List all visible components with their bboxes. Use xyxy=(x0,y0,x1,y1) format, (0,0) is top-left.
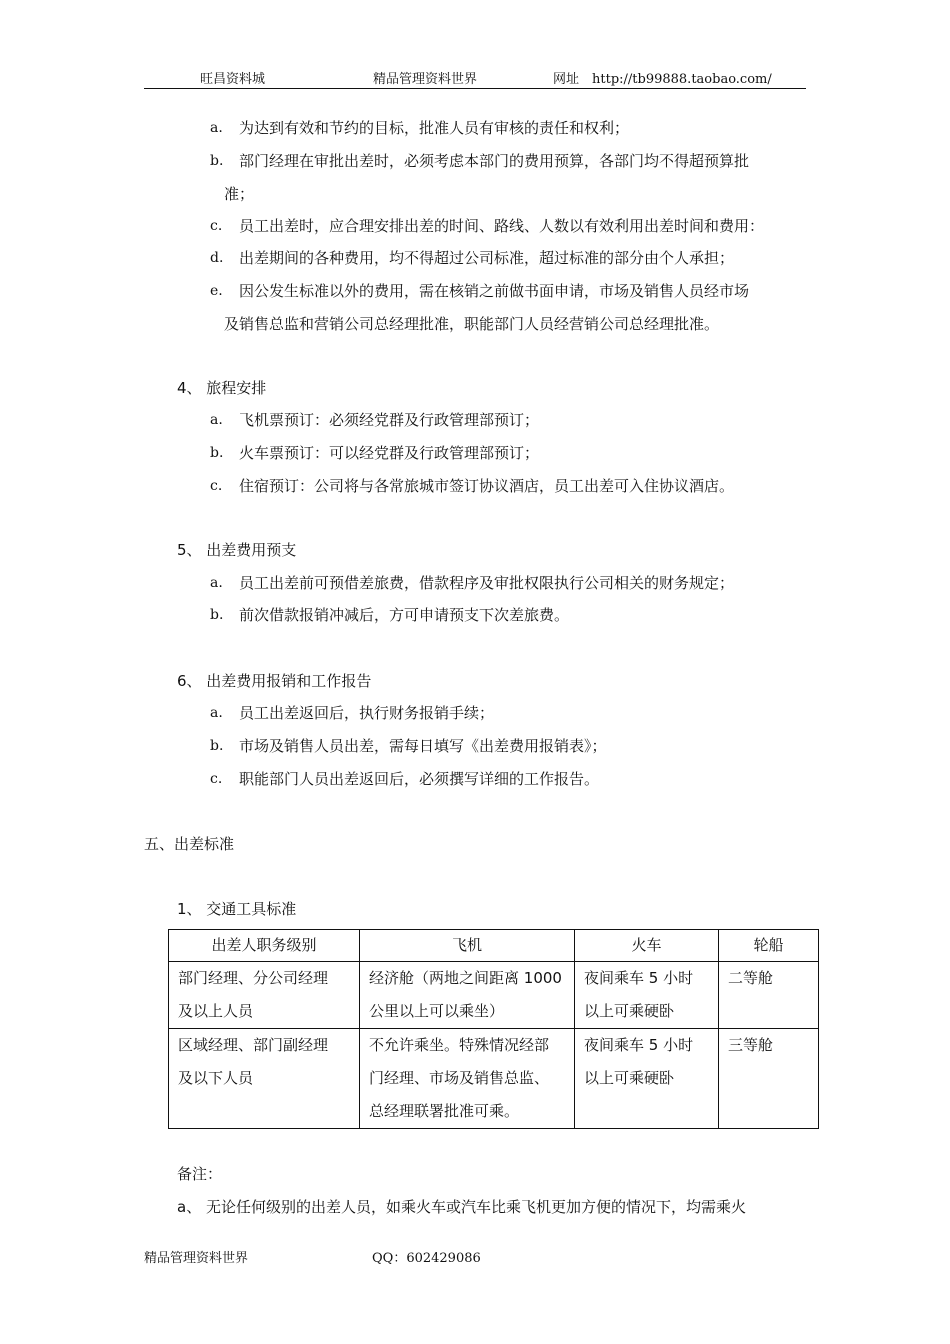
section-heading: 4、 旅程安排 xyxy=(177,379,267,397)
footer-left: 精品管理资料世界 xyxy=(144,1251,249,1266)
header-url[interactable]: 网址 http://tb99888.taobao.com/ xyxy=(553,72,772,87)
column-header: 飞机 xyxy=(360,930,575,962)
list-item: 部门经理在审批出差时，必须考虑本部门的费用预算，各部门均不得超预算批 xyxy=(239,152,750,170)
item-marker: a. xyxy=(210,120,223,136)
list-item: 火车票预订：可以经党群及行政管理部预订； xyxy=(239,444,540,462)
item-marker: c. xyxy=(210,771,223,787)
table-cell xyxy=(719,962,819,1029)
list-item: 因公发生标准以外的费用，需在核销之前做书面申请，市场及销售人员经市场 xyxy=(239,282,750,300)
list-item: 出差期间的各种费用，均不得超过公司标准，超过标准的部分由个人承担； xyxy=(239,249,735,267)
remarks-heading: 备注： xyxy=(177,1165,223,1183)
cell-line: 及以上人员 xyxy=(178,1002,254,1020)
table-cell xyxy=(360,962,575,1029)
transport-standard-table xyxy=(168,929,819,1129)
column-header: 出差人职务级别 xyxy=(169,930,360,962)
column-header: 火车 xyxy=(575,930,719,962)
header-left: 旺昌资料城 xyxy=(200,72,266,87)
list-item: 前次借款报销冲减后，方可申请预支下次差旅费。 xyxy=(239,606,570,624)
column-header: 轮船 xyxy=(719,930,819,962)
section-heading: 5、 出差费用预支 xyxy=(177,541,297,559)
list-item: 员工出差前可预借差旅费，借款程序及审批权限执行公司相关的财务规定； xyxy=(239,574,735,592)
table-row xyxy=(169,1029,819,1129)
cell-line: 区域经理、部门副经理 xyxy=(178,1036,329,1054)
header-center: 精品管理资料世界 xyxy=(373,72,478,87)
table-cell xyxy=(575,1029,719,1129)
cell-line: 部门经理、分公司经理 xyxy=(178,969,329,987)
list-item: 职能部门人员出差返回后，必须撰写详细的工作报告。 xyxy=(239,770,600,788)
list-item-continued: 及销售总监和营销公司总经理批准，职能部门人员经营销公司总经理批准。 xyxy=(224,315,720,333)
table-cell xyxy=(719,1029,819,1129)
table-cell xyxy=(575,962,719,1029)
item-marker: d. xyxy=(210,250,224,266)
cell-line: 夜间乘车 5 小时 xyxy=(584,969,694,987)
list-item-continued: 准； xyxy=(224,185,255,203)
section-heading: 1、 交通工具标准 xyxy=(177,900,297,918)
item-marker: b. xyxy=(210,607,224,623)
cell-line: 及以下人员 xyxy=(178,1069,254,1087)
cell-line: 总经理联署批准可乘。 xyxy=(369,1102,520,1120)
table-row xyxy=(169,962,819,1029)
cell-line: 二等舱 xyxy=(728,969,774,987)
list-item: 员工出差返回后，执行财务报销手续； xyxy=(239,704,495,722)
cell-line: 夜间乘车 5 小时 xyxy=(584,1036,694,1054)
cell-line: 不允许乘坐。特殊情况经部 xyxy=(369,1036,550,1054)
item-marker: a. xyxy=(210,575,223,591)
list-item: 市场及销售人员出差，需每日填写《出差费用报销表》； xyxy=(239,737,607,755)
table-cell xyxy=(169,962,360,1029)
cell-line: 三等舱 xyxy=(728,1036,774,1054)
cell-line: 以上可乘硬卧 xyxy=(584,1002,675,1020)
table-header-row xyxy=(169,930,819,962)
item-marker: e. xyxy=(210,283,223,299)
item-marker: a. xyxy=(210,412,223,428)
list-item: 员工出差时，应合理安排出差的时间、路线、人数以有效利用出差时间和费用： xyxy=(239,217,765,235)
list-item: 为达到有效和节约的目标，批准人员有审核的责任和权利； xyxy=(239,119,630,137)
list-item: 住宿预订：公司将与各常旅城市签订协议酒店，员工出差可入住协议酒店。 xyxy=(239,477,735,495)
item-marker: a. xyxy=(210,705,223,721)
remark-item: a、 无论任何级别的出差人员，如乘火车或汽车比乘飞机更加方便的情况下，均需乘火 xyxy=(177,1198,746,1216)
cell-line: 门经理、市场及销售总监、 xyxy=(369,1069,550,1087)
footer-qq: QQ：602429086 xyxy=(372,1251,481,1266)
cell-line: 经济舱（两地之间距离 1000 xyxy=(369,969,562,987)
item-marker: b. xyxy=(210,153,224,169)
item-marker: b. xyxy=(210,738,224,754)
item-marker: c. xyxy=(210,478,223,494)
cell-line: 以上可乘硬卧 xyxy=(584,1069,675,1087)
table-cell xyxy=(169,1029,360,1129)
cell-line: 公里以上可以乘坐） xyxy=(369,1002,505,1020)
table-cell xyxy=(360,1029,575,1129)
chapter-heading: 五、出差标准 xyxy=(144,835,235,853)
list-item: 飞机票预订：必须经党群及行政管理部预订； xyxy=(239,411,540,429)
item-marker: c. xyxy=(210,218,223,234)
section-heading: 6、 出差费用报销和工作报告 xyxy=(177,672,372,690)
item-marker: b. xyxy=(210,445,224,461)
header-divider xyxy=(144,88,806,89)
